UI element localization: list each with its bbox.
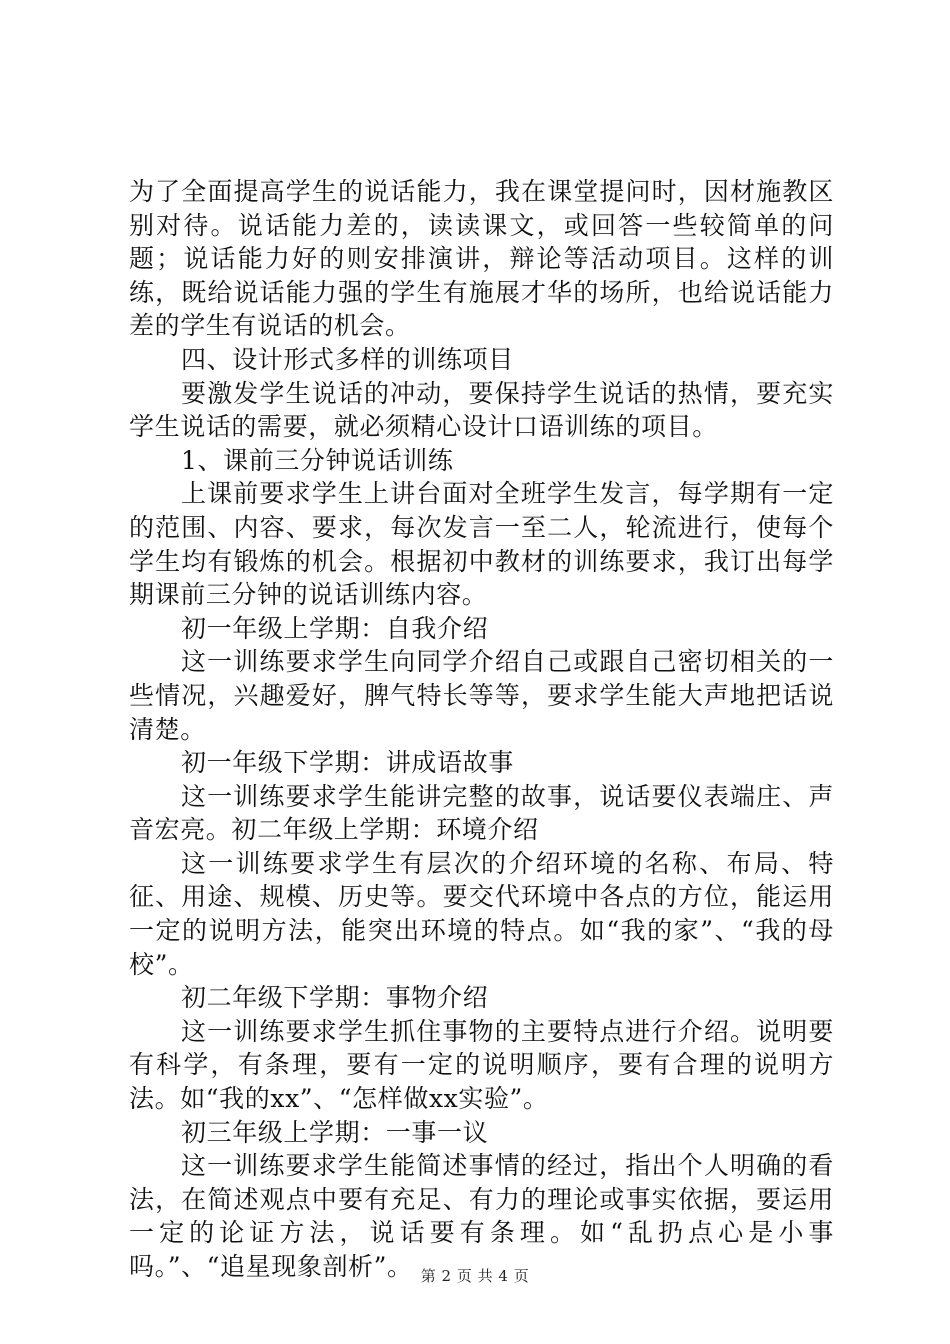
subheading-1: 1、课前三分钟说话训练	[181, 445, 454, 475]
paragraph-14: 这一训练要求学生能简述事情的经过，指出个人明确的看法，在简述观点中要有充足、有力的理论或事实依据，要运用一定的论证方法，说话要有条理。如“乱扔点心是小事吗。”、“追星现象剖析”。	[129, 1151, 834, 1281]
term-heading-grade9-first: 初三年级上学期：一事一议	[181, 1117, 489, 1147]
term-heading-grade7-first: 初一年级上学期：自我介绍	[181, 613, 489, 643]
document-body	[129, 175, 834, 1284]
paragraph-5: 上课前要求学生上讲台面对全班学生发言，每学期有一定的范围、内容、要求，每次发言一至二人，轮流进行，使每个学生均有锻炼的机会。根据初中教材的训练要求，我订出每学期课前三分钟的说话训练内容。	[129, 479, 834, 610]
term-heading-grade7-second: 初一年级下学期：讲成语故事	[181, 748, 514, 778]
term-heading-grade8-second: 初二年级下学期：事物介绍	[181, 983, 489, 1013]
paragraph-7: 这一训练要求学生向同学介绍自己或跟自己密切相关的一些情况，兴趣爱好，脾气特长等等，要求学生能大声地把话说清楚。	[129, 647, 834, 744]
page-footer: 第 2 页 共 4 页	[420, 1267, 530, 1285]
paragraph-10: 这一训练要求学生有层次的介绍环境的名称、布局、特征、用途、规模、历史等。要交代环境中各点的方位，能运用一定的说明方法，能突出环境的特点。如“我的家”、“我的母校”。	[129, 848, 834, 979]
paragraph-9: 这一训练要求学生能讲完整的故事，说话要仪表端庄、声音宏亮。初二年级上学期：环境介绍	[129, 781, 834, 845]
paragraph-3: 要激发学生说话的冲动，要保持学生说话的热情，要充实学生说话的需要，就必须精心设计口语训练的项目。	[129, 378, 834, 442]
paragraph-1: 为了全面提高学生的说话能力，我在课堂提问时，因材施教区别对待。说话能力差的，读读课文，或回答一些较简单的问题；说话能力好的则安排演讲，辩论等活动项目。这样的训练，既给说话能力强的学生有施展才华的场所，也给说话能力差的学生有说话的机会。	[129, 177, 834, 341]
section-heading-4: 四、设计形式多样的训练项目	[181, 344, 514, 374]
paragraph-12: 这一训练要求学生抓住事物的主要特点进行介绍。说明要有科学，有条理，要有一定的说明顺序，要有合理的说明方法。如“我的xx”、“怎样做xx实验”。	[129, 1016, 834, 1114]
